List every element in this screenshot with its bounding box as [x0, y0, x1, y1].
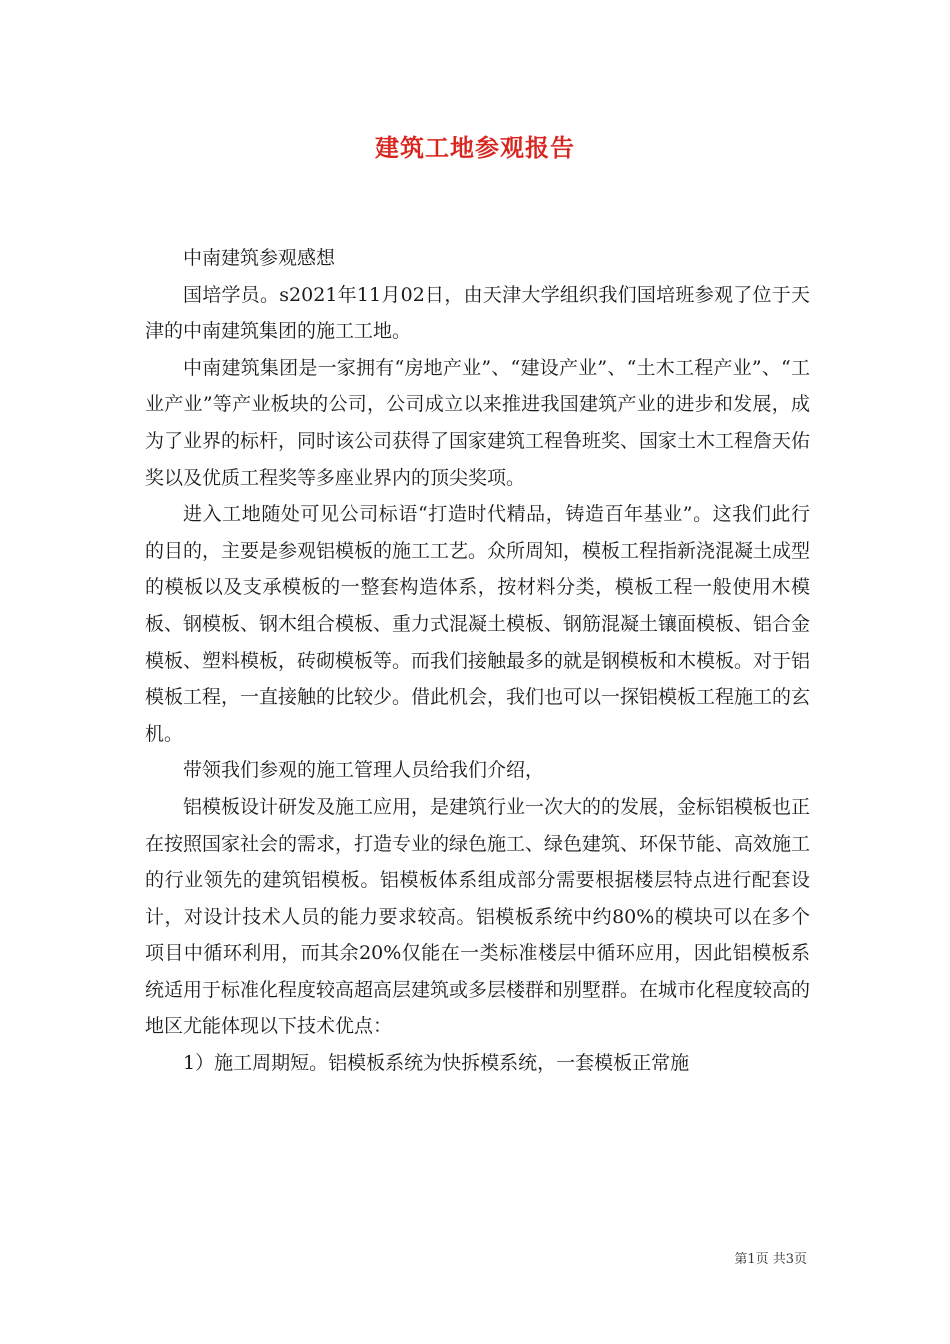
paragraph: 1）施工周期短。铝模板系统为快拆模系统，一套模板正常施 — [183, 1052, 690, 1075]
paragraph: 带领我们参观的施工管理人员给我们介绍， — [183, 759, 545, 782]
paragraph: 铝模板设计研发及施工应用，是建筑行业一次大的的发展，金标铝模板也正在按照国家社会的需求，打造专业的绿色施工、绿色建筑、环保节能、高效施工的行业领先的建筑铝模板。铝模板体系组成部分需要根据楼层特点进行配套设计，对设计技术人员的能力要求较高。铝模板系统中约80%的模块可以在多个项目中循环利用，而其余20%仅能在一类标准楼层中循环应用，因此铝模板系统适用于标准化程度较高超高层建筑或多层楼群和别墅群。在城市化程度较高的地区尤能体现以下技术优点： — [145, 795, 811, 1038]
document-body — [145, 240, 810, 1082]
paragraph: 国培学员。s2021年11月02日，由天津大学组织我们国培班参观了位于天津的中南建筑集团的施工工地。 — [145, 283, 810, 343]
page-number-footer: 第1页 共3页 — [734, 1252, 807, 1267]
paragraph-heading: 中南建筑参观感想 — [183, 247, 336, 269]
paragraph: 进入工地随处可见公司标语“打造时代精品，铸造百年基业”。这我们此行的目的，主要是参观铝模板的施工工艺。众所周知，模板工程指新浇混凝土成型的模板以及支承模板的一整套构造体系，按材料分类，模板工程一般使用木模板、钢模板、钢木组合模板、重力式混凝土模板、钢筋混凝土镶面模板、铝合金模板、塑料模板，砖砌模板等。而我们接触最多的就是钢模板和木模板。对于铝模板工程，一直接触的比较少。借此机会，我们也可以一探铝模板工程施工的玄机。 — [145, 503, 811, 745]
document-title: 建筑工地参观报告 — [375, 133, 575, 162]
paragraph: 中南建筑集团是一家拥有“房地产业”、“建设产业”、“土木工程产业”、“工业产业”等产业板块的公司，公司成立以来推进我国建筑产业的进步和发展，成为了业界的标杆，同时该公司获得了国家建筑工程鲁班奖、国家土木工程詹天佑奖以及优质工程奖等多座业界内的顶尖奖项。 — [145, 356, 811, 489]
